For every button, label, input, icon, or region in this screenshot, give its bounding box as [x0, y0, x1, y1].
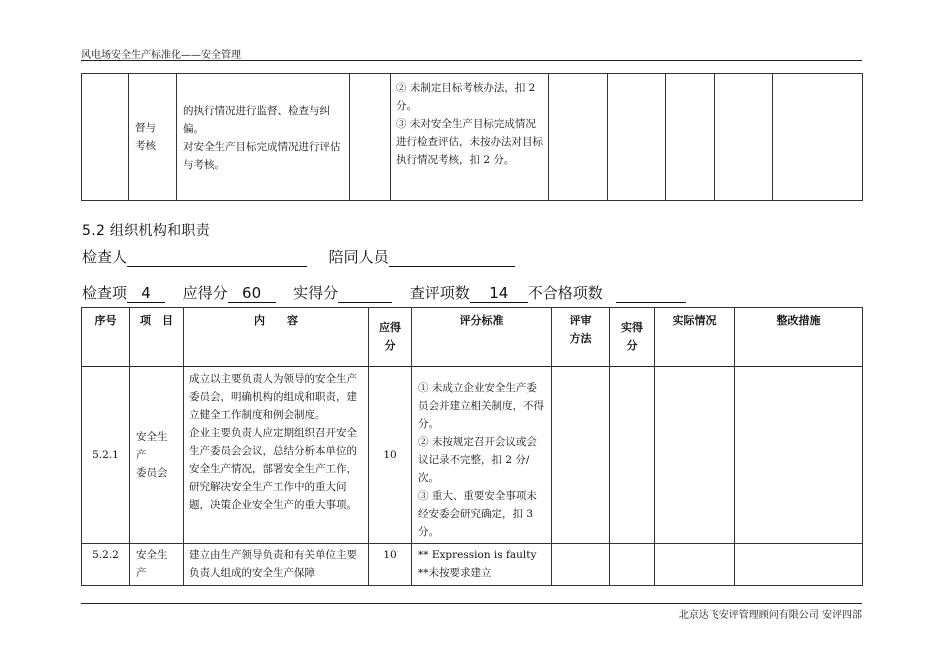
prev-seq-cell	[82, 74, 129, 201]
header-measures: 整改措施	[735, 308, 863, 367]
prev-method-cell	[549, 74, 608, 201]
row1-seq: 5.2.1	[82, 367, 130, 544]
page-header: 风电场安全生产标准化——安全管理	[81, 50, 241, 61]
row1-content: 成立以主要负责人为领导的安全生产委员会，明确机构的组成和职责，建立健全工作制度和例会制度。 企业主要负责人应定期组织召开安全生产委员会会议，总结分析本单位的安全生产情况，部署安全生产工作，研究解决安全生产工作中的重大问题，决策企业安全生产的重大事项。	[184, 367, 369, 544]
previous-table	[81, 73, 863, 201]
footer-rule	[81, 603, 862, 604]
page-footer: 北京达飞安评管理顾问有限公司 安评四部	[678, 610, 862, 621]
row2-content: 建立由生产领导负责和有关单位主要负责人组成的安全生产保障	[184, 544, 369, 586]
inspector-label: 检查人	[82, 248, 128, 266]
row1-criteria: ① 未成立企业安全生产委员会并建立相关制度，不得分。 ② 未按规定召开会议或会议记录不完整，扣 2 分/次。 ③ 重大、重要安全事项未经安委会研究确定，扣 3 分。	[412, 367, 552, 544]
table-header-row	[82, 308, 863, 367]
reviewed-value[interactable]: 14	[470, 284, 528, 303]
header-actual: 实得 分	[610, 308, 655, 367]
row2-item: 安全生 产	[130, 544, 184, 586]
row1-method[interactable]	[552, 367, 610, 544]
reviewed-label: 查评项数	[409, 284, 470, 302]
inspector-field[interactable]	[127, 248, 307, 267]
row2-seq: 5.2.2	[82, 544, 130, 586]
row1-situation[interactable]	[655, 367, 735, 544]
row1-item: 安全生 产 委员会	[130, 367, 184, 544]
prev-score-cell	[350, 74, 391, 201]
fail-label: 不合格项数	[527, 284, 603, 302]
prev-measures-cell	[773, 74, 863, 201]
section-title: 5.2 组织机构和职责	[82, 223, 211, 239]
prev-criteria-cell: ② 未制定目标考核办法，扣 2 分。 ③ 未对安全生产目标完成情况进行检查评估，未按办法对目标执行情况考核，扣 2 分。	[391, 74, 549, 201]
row2-method[interactable]	[552, 544, 610, 586]
score-value[interactable]: 60	[228, 284, 276, 303]
header-rule	[81, 60, 862, 61]
fail-value[interactable]	[616, 284, 686, 303]
score-label: 应得分	[182, 284, 228, 302]
table-row	[82, 367, 863, 544]
prev-situation-cell	[715, 74, 773, 201]
prev-actual-cell	[608, 74, 666, 201]
row1-measures[interactable]	[735, 367, 863, 544]
row2-actual[interactable]	[610, 544, 655, 586]
table-row	[82, 544, 863, 586]
row1-actual[interactable]	[610, 367, 655, 544]
actual-label: 实得分	[293, 284, 339, 302]
header-situation: 实际情况	[655, 308, 735, 367]
items-value[interactable]: 4	[127, 284, 165, 303]
prev-content-cell: 的执行情况进行监督、检查与纠偏。 对安全生产目标完成情况进行评估与考核。	[177, 74, 350, 201]
row2-criteria: ** Expression is faulty **未按要求建立	[412, 544, 552, 586]
assessment-table	[81, 307, 863, 586]
row2-score: 10	[369, 544, 412, 586]
header-criteria: 评分标准	[412, 308, 552, 367]
inspector-line	[82, 246, 515, 267]
companion-label: 陪同人员	[328, 248, 389, 266]
prev-item-cell: 督与 考核	[129, 74, 177, 201]
items-label: 检查项	[82, 284, 128, 302]
row2-situation[interactable]	[655, 544, 735, 586]
companion-field[interactable]	[389, 248, 515, 267]
prev-blank-cell	[666, 74, 715, 201]
actual-value[interactable]	[338, 284, 392, 303]
header-method: 评审 方法	[552, 308, 610, 367]
header-content: 内 容	[184, 308, 369, 367]
header-seq: 序号	[82, 308, 130, 367]
row1-score: 10	[369, 367, 412, 544]
header-item: 项 目	[130, 308, 184, 367]
row2-measures[interactable]	[735, 544, 863, 586]
summary-line	[82, 282, 686, 303]
header-score: 应得 分	[369, 308, 412, 367]
